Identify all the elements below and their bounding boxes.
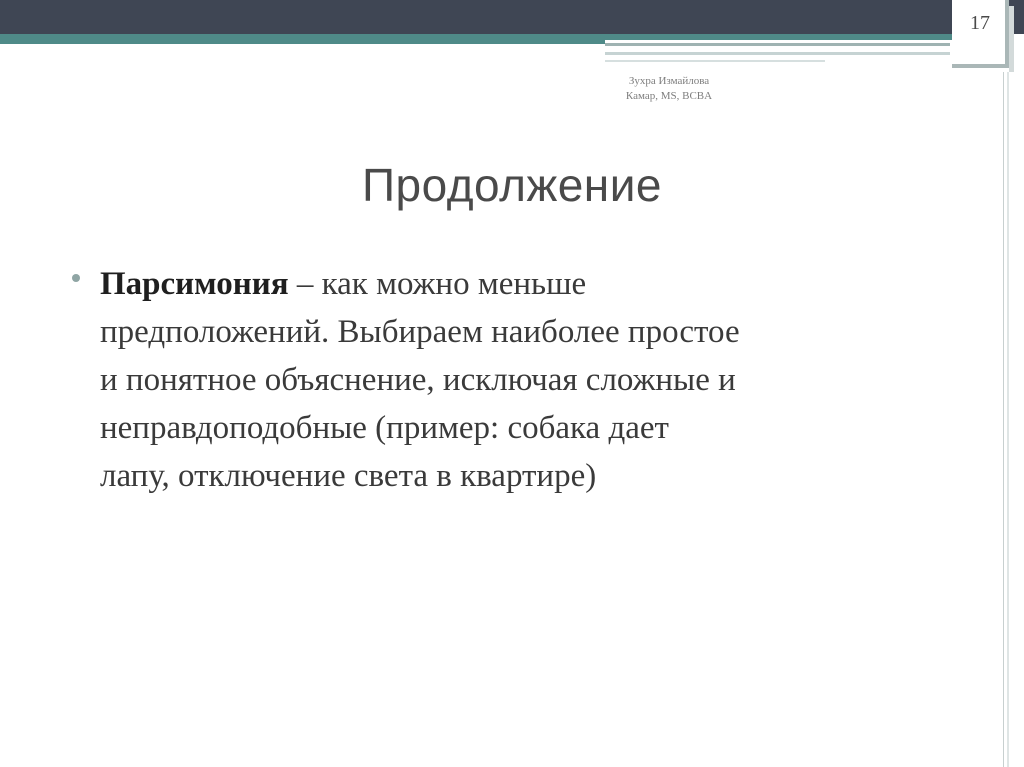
page-corner-shadow [1009, 6, 1014, 72]
top-teal-thin-bar [605, 34, 954, 40]
bullet-line: предположений. Выбираем наиболее простое [100, 314, 740, 350]
author-note [604, 74, 734, 104]
bullet-term: Парсимония [100, 266, 289, 302]
top-dark-bar [0, 0, 1024, 34]
author-credentials: Камар, MS, BCBA [625, 90, 713, 102]
bullet-dash: – [288, 266, 322, 302]
bullet-line [100, 260, 970, 308]
decorative-line [605, 60, 825, 62]
bullet-line: и понятное объяснение, исключая сложные и [100, 362, 736, 398]
bullet-line: неправдоподобные (пример: собака дает [100, 410, 669, 446]
bullet-dot-icon [72, 274, 80, 282]
bullet-line-text: как можно меньше [321, 266, 587, 302]
bullet-text [100, 260, 970, 500]
decorative-line [605, 52, 950, 55]
page-number: 17 [970, 12, 990, 34]
bullet-line: лапу, отключение света в квартире) [100, 458, 597, 494]
decorative-line [605, 43, 950, 46]
slide-title: Продолжение [361, 159, 662, 211]
top-teal-bar [0, 34, 605, 44]
author-name: Зухра Измайлова [628, 75, 710, 87]
